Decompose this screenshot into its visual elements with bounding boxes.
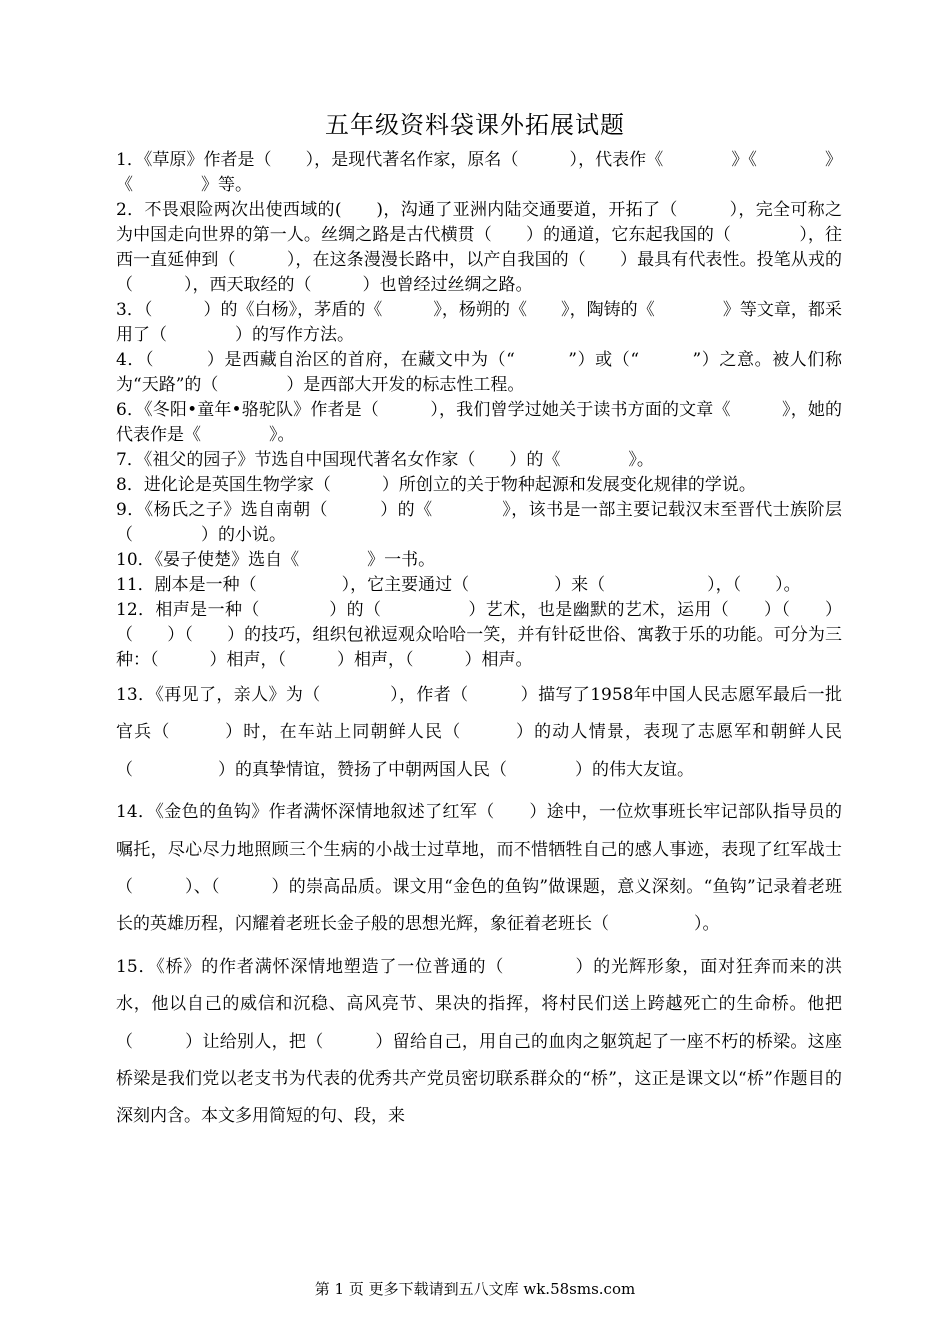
question-14: 14．《金色的鱼钩》作者满怀深情地叙述了红军（ ）途中，一位炊事班长牢记部队指导员的嘱托，尽心尽力地照顾三个生病的小战士过草地，而不惜牺牲自己的感人事迹，表现了红军战士（ ）、（ ）的崇高品质。课文用“金色的鱼钩”做课题，意义深刻。“鱼钩”记录着老班长的英雄历程，闪耀着老班长金子般的思想光辉，象征着老班长（ ）。	[116, 802, 842, 935]
question-1: 1．《草原》作者是（ ），是现代著名作家，原名（ ），代表作《 》《 》《 》等。	[116, 150, 842, 195]
document-body	[116, 148, 842, 1141]
page-footer: 第 1 页 更多下载请到五八文库 wk.58sms.com	[314, 1280, 636, 1298]
question-group-compact	[116, 148, 842, 673]
question-7: 7．《祖父的园子》节选自中国现代著名女作家（ ）的《 》。	[116, 450, 654, 470]
question-group-spaced	[116, 677, 842, 1136]
question-12: 12．相声是一种（ ）的（ ）艺术，也是幽默的艺术，运用（ ）（ ）（ ）（ ）的技巧，组织包袱逗观众哈哈一笑，并有针砭世俗、寓教于乐的功能。可分为三种：（ ）相声，（ ）相声，（ ）相声。	[116, 600, 842, 670]
question-3: 3．（ ）的《白杨》，茅盾的《 》，杨朔的《 》，陶铸的《 》等文章，都采用了（ ）的写作方法。	[116, 300, 842, 345]
question-8: 8．进化论是英国生物学家（ ）所创立的关于物种起源和发展变化规律的学说。	[116, 475, 756, 495]
question-13: 13．《再见了，亲人》为（ ），作者（ ）描写了1958年中国人民志愿军最后一批官兵（ ）时，在车站上同朝鲜人民（ ）的动人情景，表现了志愿军和朝鲜人民（ ）的真挚情谊，赞扬了中朝两国人民（ ）的伟大友谊。	[116, 685, 842, 780]
question-11: 11．剧本是一种（ ），它主要通过（ ）来（ ），（ ）。	[116, 575, 801, 595]
question-9: 9．《杨氏之子》选自南朝（ ）的《 》，该书是一部主要记载汉末至晋代士族阶层（ ）的小说。	[116, 500, 842, 545]
question-15: 15．《桥》的作者满怀深情地塑造了一位普通的（ ）的光辉形象，面对狂奔而来的洪水，他以自己的威信和沉稳、高风亮节、果决的指挥，将村民们送上跨越死亡的生命桥。他把（ ）让给别人，把（ ）留给自己，用自己的血肉之躯筑起了一座不朽的桥梁。这座桥梁是我们党以老支书为代表的优秀共产党员密切联系群众的“桥”，这正是课文以“桥”作题目的深刻内含。本文多用简短的句、段，来	[116, 956, 842, 1127]
question-10: 10．《晏子使楚》选自《 》一书。	[116, 550, 436, 570]
question-4: 4．（ ）是西藏自治区的首府，在藏文中为（“ ”）或（“ ”）之意。被人们称为“天路”的（ ）是西部大开发的标志性工程。	[116, 350, 842, 395]
question-6: 6．《冬阳•童年•骆驼队》作者是（ ），我们曾学过她关于读书方面的文章《 》，她的代表作是《 》。	[116, 400, 842, 445]
page-title: 五年级资料袋课外拓展试题	[325, 111, 625, 139]
question-2: 2．不畏艰险两次出使西域的( )，沟通了亚洲内陆交通要道，开拓了（ ），完全可称之为中国走向世界的第一人。丝绸之路是古代横贯（ ）的通道，它东起我国的（ ），往西一直延伸到（ ），在这条漫漫长路中，以产自我国的（ ）最具有代表性。投笔从戎的（ ），西天取经的（ ）也曾经过丝绸之路。	[116, 200, 842, 295]
